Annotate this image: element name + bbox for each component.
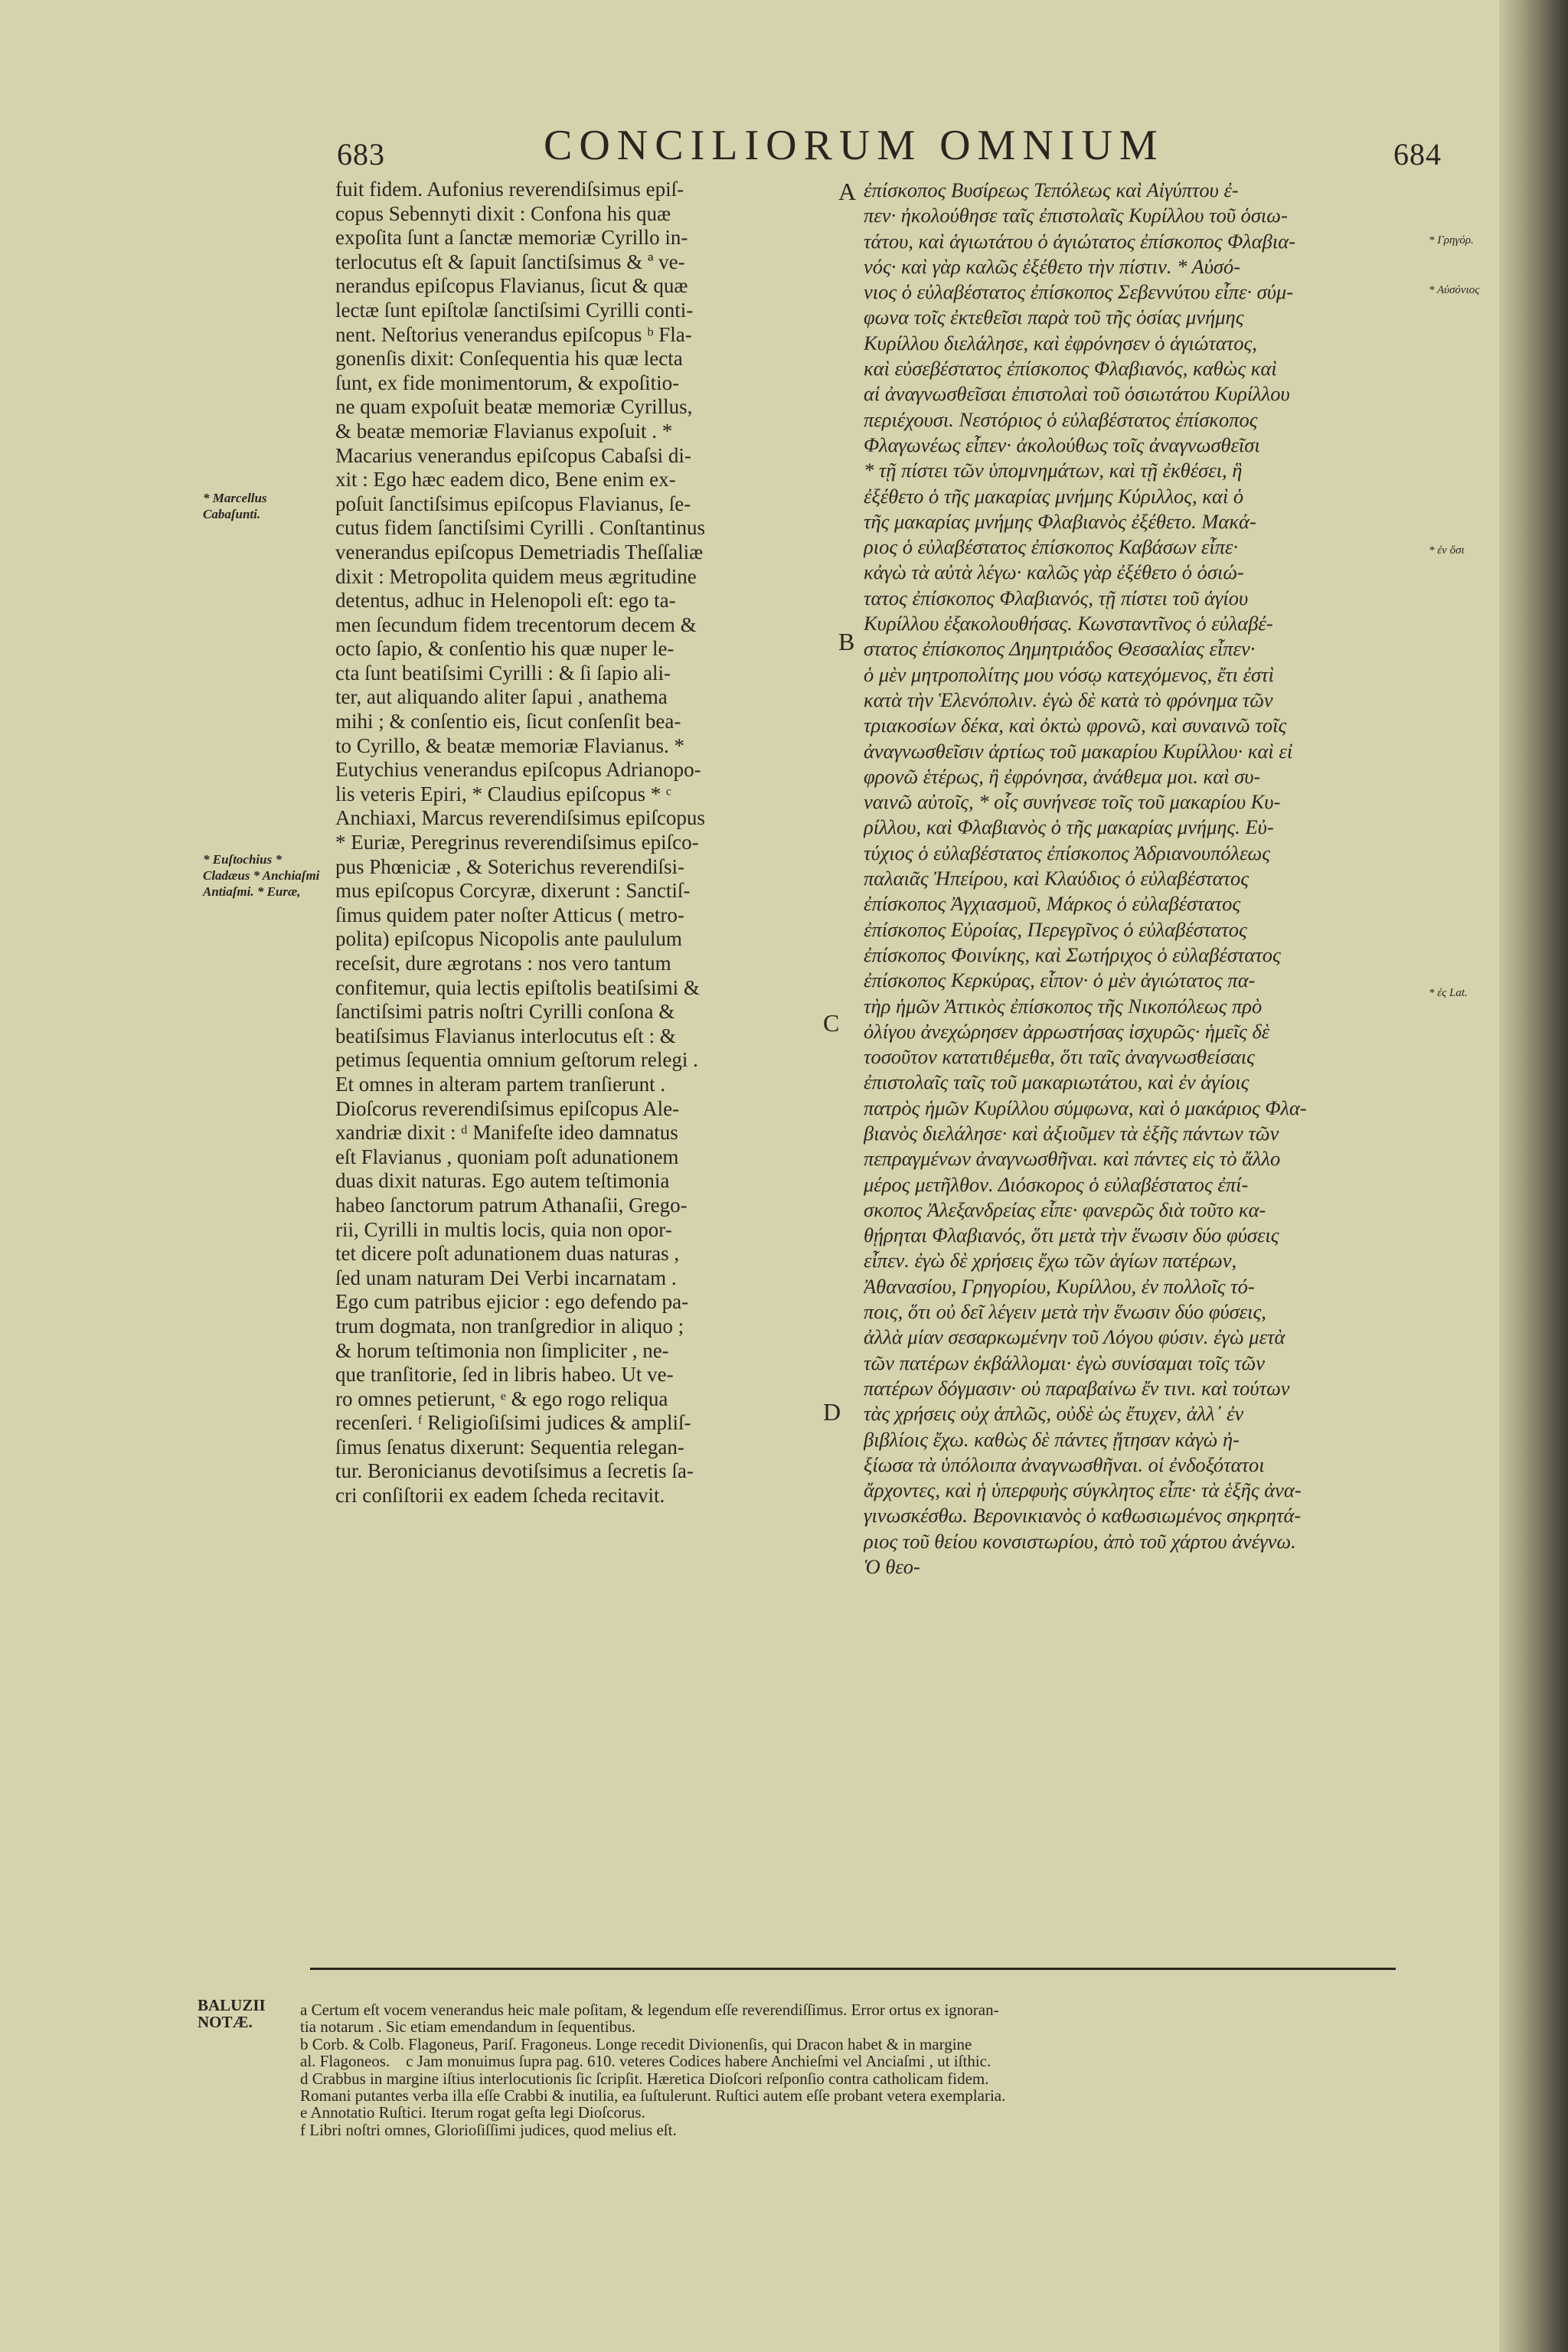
notes-heading: BALUZII NOTÆ. — [198, 1996, 266, 2031]
margin-note-right: * ἐς Lat. — [1429, 987, 1468, 999]
latin-column: fuit fidem. Aufonius reverendiſsimus epiſ- copus Sebennyti dixit : Confona his quæ expoſita ſunt a ſanctæ memoriæ Cyrillo in- terlocutus eſt & ſapuit ſanctiſsimus & ª ve- nerandus epiſcopus Flavianus, ſicut & quæ lectæ ſunt epiſtolæ ſanctiſsimi Cyrilli conti- nent. Neſtorius venerandus epiſcopus ᵇ Fla- gonenſis dixit: Conſequentia his quæ lecta ſunt, ex fide monimentorum, & expoſitio- ne quam expoſuit beatæ memoriæ Cyrillus, & beatæ memoriæ Flavianus expoſuit . * Macarius venerandus epiſcopus Cabaſsi di- xit : Ego hæc eadem dico, Bene enim ex- poſuit ſanctiſsimus epiſcopus Flavianus, ſe- cutus fidem ſanctiſsimi Cyrilli . Conſtantinus venerandus epiſcopus Demetriadis Theſſaliæ dixit : Metropolita quidem meus ægritudine detentus, adhuc in Helenopoli eſt: ego ta- men ſecundum fidem trecentorum decem & octo ſapio, & conſentio his quæ nuper le- cta ſunt beatiſsimi Cyrilli : & ſi ſapio ali- ter, aut aliquando aliter ſapui , anathema mihi ; & conſentio eis, ſicut conſenſit bea- to Cyrillo, & beatæ memoriæ Flavianus. * Eutychius venerandus epiſcopus Adrianopo- lis veteris Epiri, * Claudius epiſcopus * ᶜ Anchiaxi, Marcus reverendiſsimus epiſcopus * Euriæ, Peregrinus reverendiſsimus epiſco- pus Phœniciæ , & Soterichus reverendiſsi- mus epiſcopus Corcyræ, dixerunt : Sanctiſ- ſimus quidem pater noſter Atticus ( metro- polita) epiſcopus Nicopolis ante paululum receſsit, dure ægrotans : nos vero tantum confitemur, quia lectis epiſtolis beatiſsimi & ſanctiſsimi patris noſtri Cyrilli conſona & beatiſsimus Flavianus interlocutus eſt : & petimus ſequentia omnium geſtorum relegi . Et omnes in alteram partem tranſierunt . Dioſcorus reverendiſsimus epiſcopus Ale- xandriæ dixit : ᵈ Manifeſte ideo damnatus eſt Flavianus , quoniam poſt adunationem duas dixit naturas. Ego autem teſtimonia habeo ſanctorum patrum Athanaſii, Grego- rii, Cyrilli in multis locis, quia non opor- tet dicere poſt adunationem duas naturas , ſed unam naturam Dei Verbi incarnatam . Ego cum patribus ejicior : ego defendo pa- trum dogmata, non tranſgredior in aliquo ; & horum teſtimonia non ſimpliciter , ne- que tranſitorie, ſed in libris habeo. Ut ve- ro omnes petierunt, ᵉ & ego rogo reliqua recenſeri. ᶠ Religioſiſsimi judices & ampliſ- ſimus ſenatus dixerunt: Sequentia relegan- tur. Beronicianus devotiſsimus a ſecretis ſa- cri conſiſtorii ex eadem ſcheda recitavit. — [335, 178, 705, 1508]
running-header — [322, 121, 1442, 175]
section-letter: B — [838, 628, 855, 655]
section-letter: D — [823, 1398, 841, 1426]
section-letter: C — [823, 1009, 840, 1037]
margin-note-right: * Αὐσόνιος — [1429, 284, 1480, 296]
margin-note-left: * Euſtochius * Cladæus * Anchiaſmi Antiaſmi. * Euræ, — [203, 852, 320, 899]
margin-note-right: * ἐν ὅσι — [1429, 544, 1465, 557]
running-title: CONCILIORUM OMNIUM — [544, 122, 1165, 169]
section-letter: A — [838, 178, 857, 205]
page-number-right: 684 — [1393, 137, 1442, 172]
margin-note-right: * Γρηγόρ. — [1429, 234, 1474, 247]
greek-column: ἐπίσκοπος Βυσίρεως Τεπόλεως καὶ Αἰγύπτου ἐ- πεν· ἠκολούθησε ταῖς ἐπιστολαῖς Κυρίλλου τοῦ ὁσιω- τάτου, καὶ ἁγιωτάτου ὁ ἁγιώτατος ἐπίσκοπος Φλαβια- νός· καὶ γὰρ καλῶς ἐξέθετο τὴν πίστιν. * Αὐσό- νιος ὁ εὐλαβέστατος ἐπίσκοπος Σεβεννύτου εἶπε· σύμ- φωνα τοῖς ἐκτεθεῖσι παρὰ τοῦ τῆς ὁσίας μνήμης Κυρίλλου διελάλησε, καὶ ἐφρόνησεν ὁ ἁγιώτατος, καὶ εὐσεβέστατος ἐπίσκοπος Φλαβιανός, καθὼς καὶ αἱ ἀναγνωσθεῖσαι ἐπιστολαὶ τοῦ ὁσιωτάτου Κυρίλλου περιέχουσι. Νεστόριος ὁ εὐλαβέστατος ἐπίσκοπος Φλαγωνέως εἶπεν· ἀκολούθως τοῖς ἀναγνωσθεῖσι * τῇ πίστει τῶν ὑπομνημάτων, καὶ τῇ ἐκθέσει, ἣ ἐξέθετο ὁ τῆς μακαρίας μνήμης Κύριλλος, καὶ ὁ τῆς μακαρίας μνήμης Φλαβιανὸς ἐξέθετο. Μακά- ριος ὁ εὐλαβέστατος ἐπίσκοπος Καβάσων εἶπε· κἀγὼ τὰ αὐτὰ λέγω· καλῶς γὰρ ἐξέθετο ὁ ὁσιώ- τατος ἐπίσκοπος Φλαβιανός, τῇ πίστει τοῦ ἁγίου Κυρίλλου ἐξακολουθήσας. Κωνσταντῖνος ὁ εὐλαβέ- στατος ἐπίσκοπος Δημητριάδος Θεσσαλίας εἶπεν· ὁ μὲν μητροπολίτης μου νόσῳ κατεχόμενος, ἔτι ἐστὶ κατὰ τὴν Ἑλενόπολιν. ἐγὼ δὲ κατὰ τὸ φρόνημα τῶν τριακοσίων δέκα, καὶ ὀκτὼ φρονῶ, καὶ συναινῶ τοῖς ἀναγνωσθεῖσιν ἀρτίως τοῦ μακαρίου Κυρίλλου· καὶ εἰ φρονῶ ἑτέρως, ἢ ἐφρόνησα, ἀνάθεμα μοι. καὶ συ- ναινῶ αὐτοῖς, * οἷς συνήνεσε τοῖς τοῦ μακαρίου Κυ- ρίλλου, καὶ Φλαβιανὸς ὁ τῆς μακαρίας μνήμης. Εὐ- τύχιος ὁ εὐλαβέστατος ἐπίσκοπος Ἀδριανουπόλεως παλαιᾶς Ἠπείρου, καὶ Κλαύδιος ὁ εὐλαβέστατος ἐπίσκοπος Ἀγχιασμοῦ, Μάρκος ὁ εὐλαβέστατος ἐπίσκοπος Εὐροίας, Περεγρῖνος ὁ εὐλαβέστατος ἐπίσκοπος Φοινίκης, καὶ Σωτήριχος ὁ εὐλαβέστατος ἐπίσκοπος Κερκύρας, εἶπον· ὁ μὲν ἁγιώτατος πα- τὴρ ἡμῶν Ἀττικὸς ἐπίσκοπος τῆς Νικοπόλεως πρὸ ὀλίγου ἀνεχώρησεν ἀρρωστήσας ἰσχυρῶς· ἡμεῖς δὲ τοσοῦτον κατατιθέμεθα, ὅτι ταῖς ἀναγνωσθείσαις ἐπιστολαῖς ταῖς τοῦ μακαριωτάτου, καὶ ἐν ἁγίοις πατρὸς ἡμῶν Κυρίλλου σύμφωνα, καὶ ὁ μακάριος Φλα- βιανὸς διελάλησε· καὶ ἀξιοῦμεν τὰ ἑξῆς πάντων τῶν πεπραγμένων ἀναγνωσθῆναι. καὶ πάντες εἰς τὸ ἄλλο μέρος μετῆλθον. Διόσκορος ὁ εὐλαβέστατος ἐπί- σκοπος Ἀλεξανδρείας εἶπε· φανερῶς διὰ τοῦτο κα- θῄρηται Φλαβιανός, ὅτι μετὰ τὴν ἕνωσιν δύο φύσεις εἶπεν. ἐγὼ δὲ χρήσεις ἔχω τῶν ἁγίων πατέρων, Ἀθανασίου, Γρηγορίου, Κυρίλλου, ἐν πολλοῖς τό- ποις, ὅτι οὐ δεῖ λέγειν μετὰ τὴν ἕνωσιν δύο φύσεις, ἀλλὰ μίαν σεσαρκωμένην τοῦ Λόγου φύσιν. ἐγὼ μετὰ τῶν πατέρων ἐκβάλλομαι· ἐγὼ συνίσαμαι τοῖς τῶν πατέρων δόγμασιν· οὐ παραβαίνω ἔν τινι. καὶ τούτων τὰς χρήσεις οὐχ ἁπλῶς, οὐδὲ ὡς ἔτυχεν, ἀλλ᾽ ἐν βιβλίοις ἔχω. καθὼς δὲ πάντες ᾔτησαν κἀγὼ ἠ- ξίωσα τὰ ὑπόλοιπα ἀναγνωσθῆναι. οἱ ἐνδοξότατοι ἄρχοντες, καὶ ἡ ὑπερφυὴς σύγκλητος εἶπε· τὰ ἑξῆς ἀνα- γινωσκέσθω. Βερονικιανὸς ὁ καθωσιωμένος σηκρητά- ριος τοῦ θείου κονσιστωρίου, ἀπὸ τοῦ χάρτου ἀνέγνω. Ὁ θεο- — [864, 178, 1307, 1579]
binding-shadow — [1499, 0, 1568, 2352]
footnote-divider — [310, 1968, 1396, 1970]
footnotes: a Certum eſt vocem venerandus heic male poſitam, & legendum eſſe reverendiſſimus. Error ortus ex ignoran- tia notarum . Sic etiam emendandum in ſequentibus. b Corb. & Colb. Flagoneus, Pariſ. Fragoneus. Longe recedit Divionenſis, qui Dracon habet & in margine al. Flagoneos. c Jam monuimus ſupra pag. 610. veteres Codices habere Anchieſmi vel Anciaſmi , ut iſthic. d Crabbus in margine iſtius interlocutionis ſic ſcripſit. Hæretica Dioſcori reſponſio contra catholicam fidem. Romani putantes verba illa eſſe Crabbi & inutilia, ea ſuſtulerunt. Ruſtici autem eſſe probant vetera exemplaria. e Annotatio Ruſtici. Iterum rogat geſta legi Dioſcorus. f Libri noſtri omnes, Glorioſiſſimi judices, quod melius eſt. — [300, 2001, 1006, 2139]
page-number-left: 683 — [337, 137, 385, 172]
margin-note-left: * Marcellus Cabaſunti. — [203, 491, 267, 521]
